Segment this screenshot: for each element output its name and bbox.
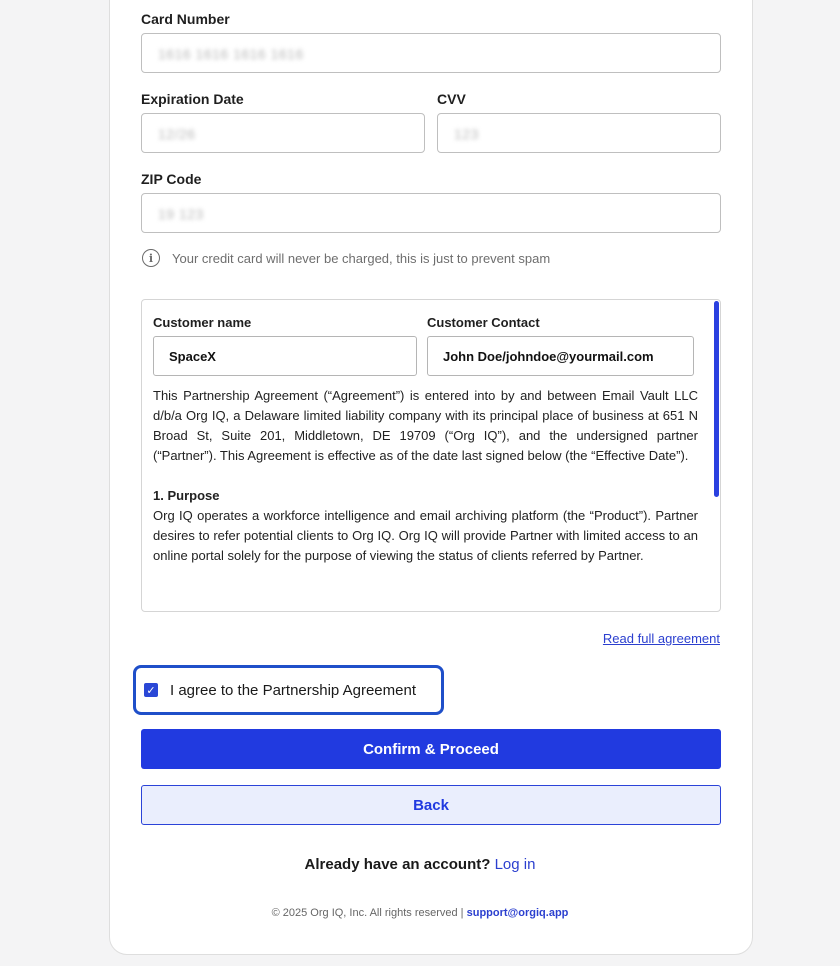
agree-checkbox-label[interactable]: I agree to the Partnership Agreement [170,681,416,699]
agreement-intro: This Partnership Agreement (“Agreement”) is entered into by and between Email Vault LLC d/b/a Org IQ, a Delaware limited liability company with its principal place of business at 651 N Broad St, Suite 201, Middletown, DE 19709 (“Org IQ”), and the undersigned partner (“Partner”). This Agreement is effective as of the date last signed below (the “Effective Date”). [153,388,698,463]
card-number-label: Card Number [141,11,230,27]
expiration-label: Expiration Date [141,91,244,107]
login-prompt: Already have an account? [304,856,491,873]
expiration-input[interactable] [141,113,425,153]
confirm-proceed-button[interactable]: Confirm & Proceed [141,729,721,769]
agreement-section-text: Org IQ operates a workforce intelligence and email archiving platform (the “Product”). Partner desires to refer potential clients to Org IQ. Org IQ will provide Partner with limited access to an online portal solely for the purpose of viewing the status of clients referred by Partner. [153,508,698,563]
cvv-input[interactable] [437,113,721,153]
cvv-value: 123 [454,126,479,142]
read-full-agreement-link[interactable]: Read full agreement [602,631,720,646]
agreement-text [153,386,698,586]
customer-contact-label: Customer Contact [427,315,540,330]
copyright: © 2025 Org IQ, Inc. All rights reserved | [271,907,464,919]
card-number-input[interactable] [141,33,721,73]
login-link[interactable]: Log in [494,856,536,873]
zip-label: ZIP Code [141,171,202,187]
back-button[interactable]: Back [141,785,721,825]
agree-checkbox-field[interactable] [133,665,444,715]
agree-checkbox[interactable]: ✓ [144,683,158,697]
zip-input[interactable] [141,193,721,233]
customer-contact-input[interactable]: John Doe/johndoe@yourmail.com [427,336,694,376]
login-prompt-row [0,856,840,873]
support-email-link[interactable]: support@orgiq.app [466,907,569,919]
agreement-scrollbar[interactable] [714,301,719,497]
charge-notice [142,249,550,267]
expiration-value: 12/26 [158,126,196,142]
charge-notice-text: Your credit card will never be charged, this is just to prevent spam [172,250,551,266]
info-icon: i [142,249,160,267]
zip-value: 19 123 [158,206,204,222]
card-number-value: 1616 1616 1616 1616 [158,46,304,62]
agreement-section-title: 1. Purpose [153,488,220,503]
customer-name-label: Customer name [153,315,252,330]
agreement-scroll-box[interactable] [141,299,721,612]
footer [0,907,840,919]
cvv-label: CVV [437,91,466,107]
customer-name-input[interactable]: SpaceX [153,336,417,376]
